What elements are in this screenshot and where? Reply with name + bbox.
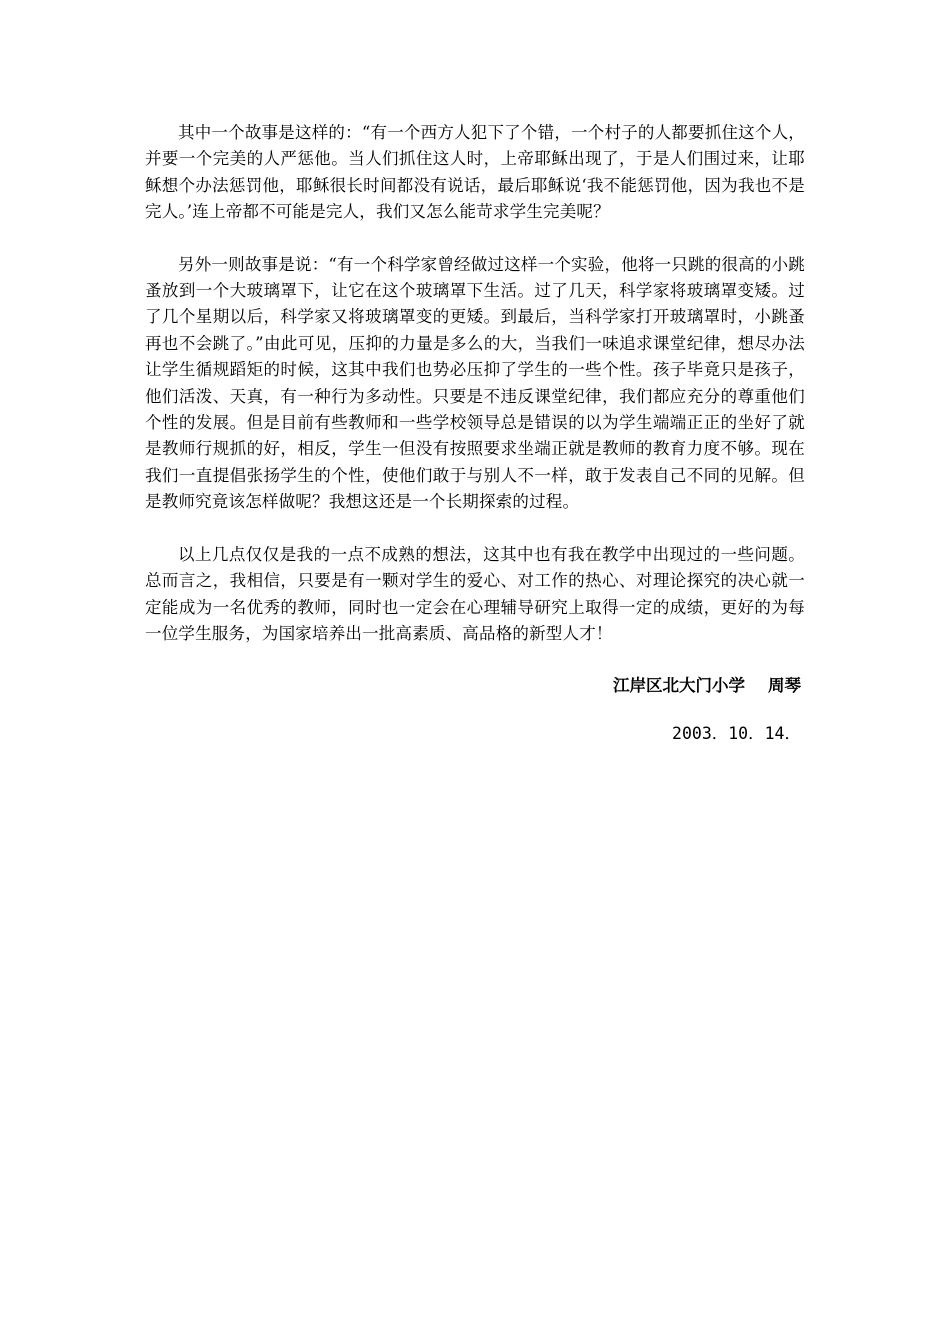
paragraph-story-one: 其中一个故事是这样的：“有一个西方人犯下了个错，一个村子的人都要抓住这个人，并要一个完美的人严惩他。当人们抓住这人时，上帝耶稣出现了，于是人们围过来，让耶稣想个办法惩罚他，耶稣很长时间都没有说话，最后耶稣说‘我不能惩罚他，因为我也不是完人。’连上帝都不可能是完人，我们又怎么能苛求学生完美呢？	[145, 123, 805, 222]
document-body	[145, 120, 805, 747]
paragraph-story-two: 另外一则故事是说：“有一个科学家曾经做过这样一个实验，他将一只跳的很高的小跳蚤放到一个大玻璃罩下，让它在这个玻璃罩下生活。过了几天，科学家将玻璃罩变矮。过了几个星期以后，科学家又将玻璃罩变的更矮。到最后，当科学家打开玻璃罩时，小跳蚤再也不会跳了。”由此可见，压抑的力量是多么的大，当我们一味追求课堂纪律，想尽办法让学生循规蹈矩的时候，这其中我们也势必压抑了学生的一些个性。孩子毕竟只是孩子，他们活泼、天真，有一种行为多动性。只要是不违反课堂纪律，我们都应充分的尊重他们个性的发展。但是目前有些教师和一些学校领导总是错误的以为学生端端正正的坐好了就是教师行规抓的好，相反，学生一但没有按照要求坐端正就是教师的教育力度不够。现在我们一直提倡张扬学生的个性，使他们敢于与别人不一样，敢于发表自己不同的见解。但是教师究竟该怎样做呢？我想这还是一个长期探索的过程。	[145, 254, 805, 512]
document-date: 2003．10．14．	[672, 724, 801, 744]
author-signature: 江岸区北大门小学 周琴	[613, 676, 801, 696]
paragraph-conclusion: 以上几点仅仅是我的一点不成熟的想法，这其中也有我在教学中出现过的一些问题。总而言之，我相信，只要是有一颗对学生的爱心、对工作的热心、对理论探究的决心就一定能成为一名优秀的教师，同时也一定会在心理辅导研究上取得一定的成绩，更好的为每一位学生服务，为国家培养出一批高素质、高品格的新型人才！	[145, 544, 805, 643]
